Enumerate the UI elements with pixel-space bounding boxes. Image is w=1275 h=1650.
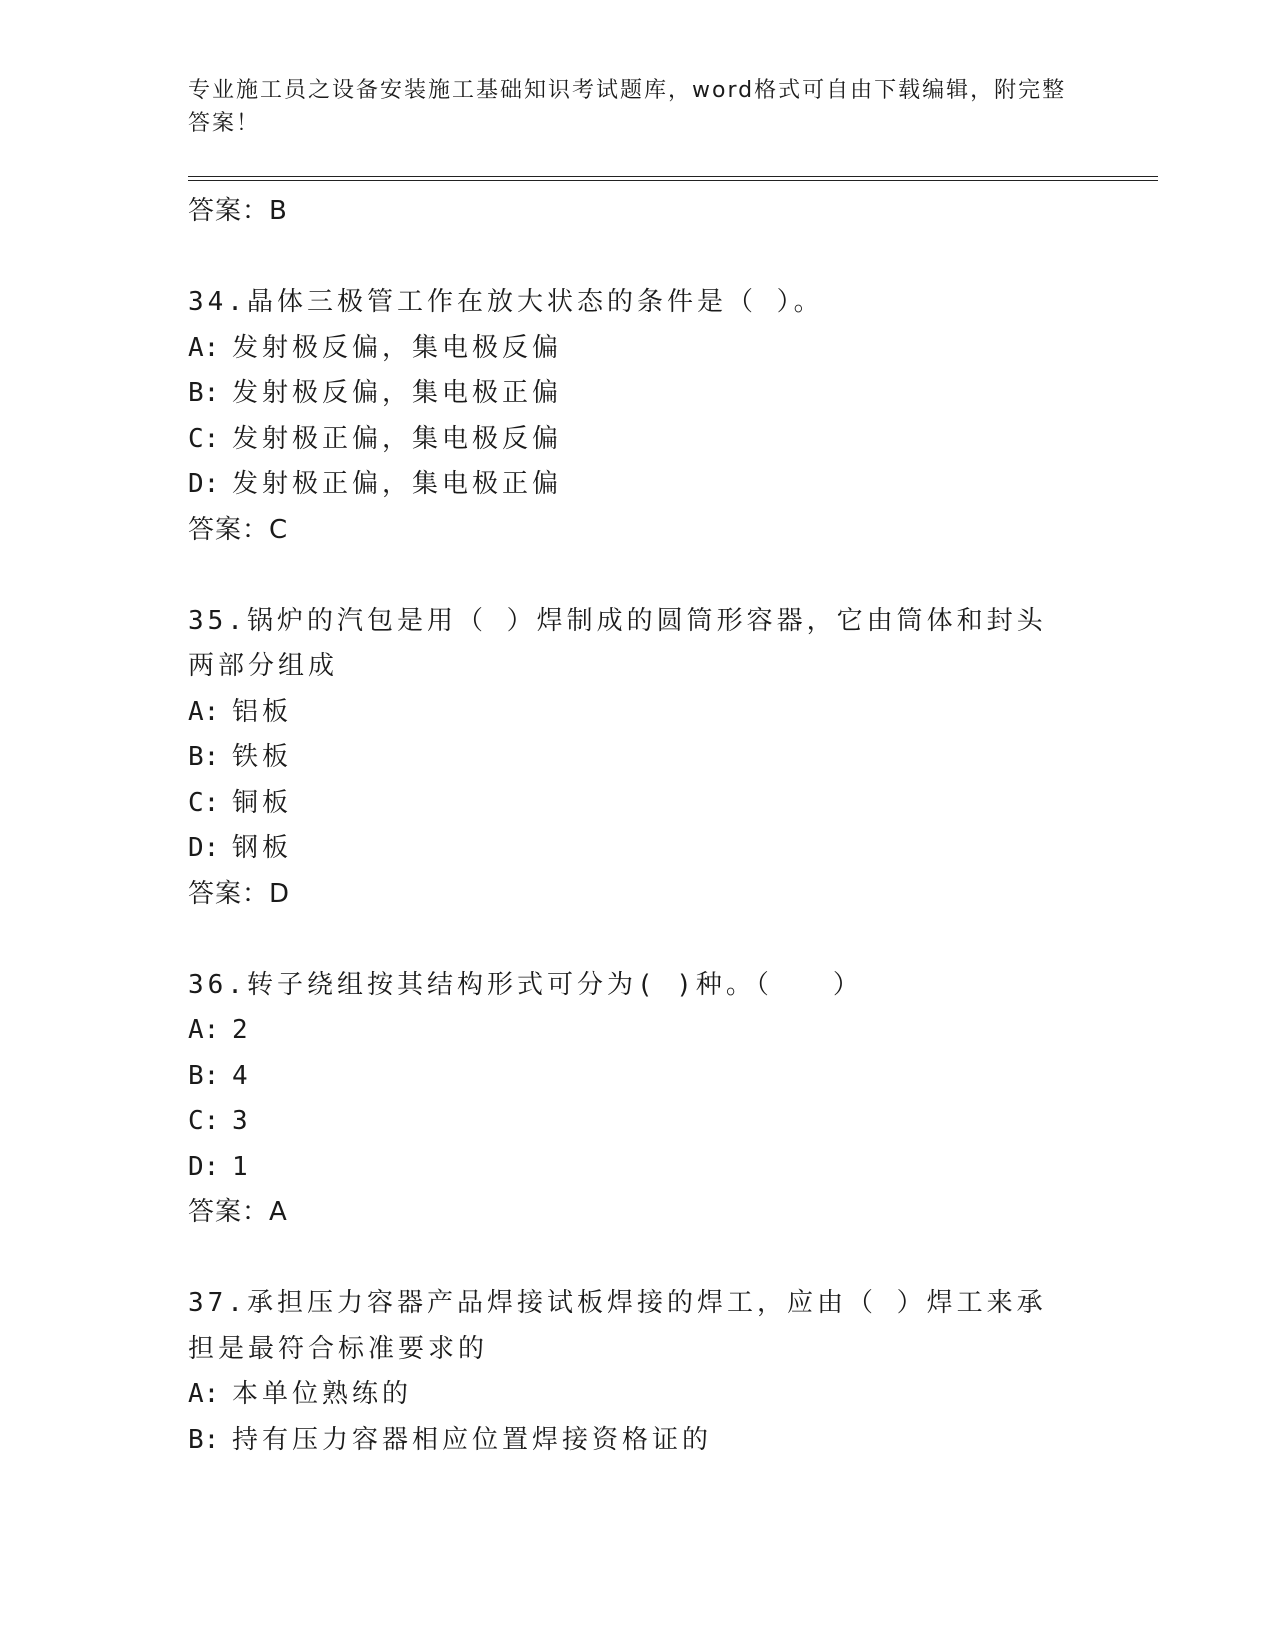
question-37 — [188, 1281, 1088, 1463]
question-text: 34.晶体三极管工作在放大状态的条件是（ ）。 — [188, 287, 824, 317]
option-text: 3 — [232, 1106, 252, 1136]
option-a — [188, 690, 1088, 736]
option-key: B: — [188, 378, 220, 408]
option-key: A: — [188, 1015, 220, 1045]
option-b — [188, 371, 1088, 417]
option-text: 钢板 — [232, 833, 293, 863]
question-text: 36.转子绕组按其结构形式可分为( )种。（ ） — [188, 969, 863, 1000]
option-d — [188, 1145, 1088, 1191]
option-text: 本单位熟练的 — [232, 1379, 413, 1409]
question-list — [188, 189, 1088, 1463]
document-header: 专业施工员之设备安装施工基础知识考试题库，word格式可自由下载编辑，附完整答案！ — [188, 78, 1067, 136]
option-b — [188, 1054, 1088, 1100]
option-text: 2 — [232, 1015, 252, 1045]
option-b — [188, 1418, 1088, 1464]
option-text: 发射极正偏，集电极正偏 — [232, 469, 563, 499]
option-a — [188, 1372, 1088, 1418]
option-key: C: — [188, 787, 220, 818]
option-a — [188, 1008, 1088, 1054]
option-c — [188, 417, 1088, 463]
option-c — [188, 781, 1088, 827]
option-key: A: — [188, 696, 220, 727]
option-key: C: — [188, 423, 220, 454]
option-key: D: — [188, 833, 220, 863]
header-rule-top — [188, 176, 1158, 177]
option-text: 铝板 — [232, 696, 293, 727]
previous-answer: 答案：B — [188, 196, 288, 226]
question-text: 37.承担压力容器产品焊接试板焊接的焊工，应由（ ）焊工来承担是最符合标准要求的 — [188, 1288, 1047, 1364]
option-key: C: — [188, 1106, 220, 1136]
answer: 答案：A — [188, 1197, 288, 1227]
option-c — [188, 1099, 1088, 1145]
option-key: B: — [188, 742, 220, 772]
option-key: B: — [188, 1424, 220, 1455]
option-text: 发射极反偏，集电极正偏 — [232, 378, 563, 408]
option-text: 发射极反偏，集电极反偏 — [232, 332, 563, 363]
option-text: 发射极正偏，集电极反偏 — [232, 423, 563, 454]
option-key: D: — [188, 469, 220, 499]
option-text: 铜板 — [232, 787, 293, 818]
question-36 — [188, 963, 1088, 1236]
question-text: 35.锅炉的汽包是用（ ）焊制成的圆筒形容器，它由筒体和封头两部分组成 — [188, 605, 1047, 681]
option-key: A: — [188, 332, 220, 363]
option-key: A: — [188, 1379, 220, 1409]
option-b — [188, 735, 1088, 781]
option-text: 1 — [232, 1151, 252, 1182]
question-34 — [188, 280, 1088, 553]
option-key: B: — [188, 1060, 220, 1091]
option-text: 4 — [232, 1060, 252, 1091]
answer: 答案：C — [188, 514, 289, 545]
header-rule-bottom — [188, 180, 1158, 181]
option-a — [188, 326, 1088, 372]
option-text: 铁板 — [232, 742, 293, 772]
option-d — [188, 826, 1088, 872]
option-key: D: — [188, 1151, 220, 1182]
question-35 — [188, 599, 1088, 917]
option-d — [188, 462, 1088, 508]
option-text: 持有压力容器相应位置焊接资格证的 — [232, 1424, 713, 1455]
answer: 答案：D — [188, 878, 291, 909]
